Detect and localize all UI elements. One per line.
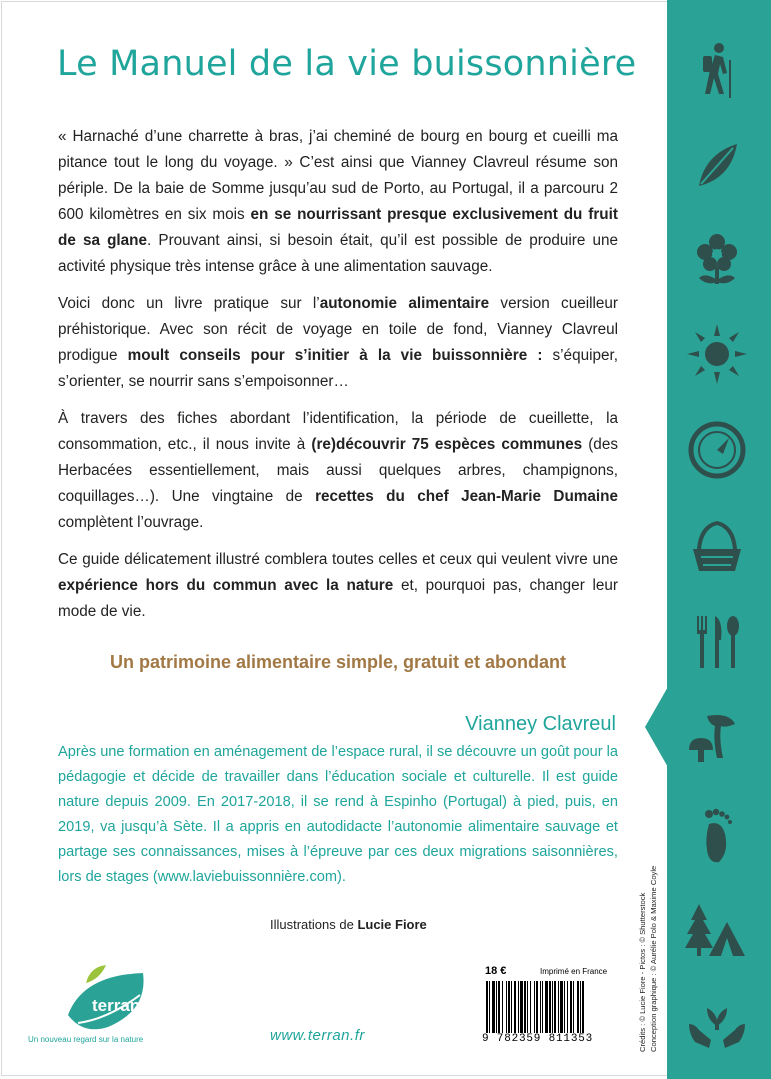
cutlery-icon — [680, 610, 754, 674]
barcode-bar — [508, 981, 510, 1033]
author-name: Vianney Clavreul — [465, 713, 616, 735]
illustrations-prefix: Illustrations de — [270, 917, 358, 932]
barcode-bar — [506, 981, 507, 1033]
barcode-bar — [580, 981, 581, 1033]
body-text: Voici donc un livre pratique sur l’ — [58, 295, 320, 312]
printed-in: Imprimé en France — [540, 967, 608, 976]
barcode-bar — [540, 981, 541, 1033]
barcode-bars — [485, 981, 617, 1033]
barcode-bar — [492, 981, 495, 1033]
barcode-bar — [542, 981, 543, 1033]
barcode-bar — [489, 981, 490, 1033]
barcode-bar — [518, 981, 519, 1033]
basket-icon — [680, 515, 754, 579]
hands-plant-icon — [680, 990, 754, 1054]
flower-icon — [680, 228, 754, 292]
tent-icon — [680, 898, 754, 962]
fern-leaf-icon — [680, 134, 754, 198]
blurb-paragraph-1 — [58, 124, 618, 280]
barcode-bar — [498, 981, 500, 1033]
credits-line-1: Crédits : © Lucie Fiore - Pictos : © Shutterstock — [638, 892, 647, 1052]
body-text: s’équiper, s’orienter, se nourrir sans s’empoisonner… — [58, 347, 618, 390]
emphasis-text: autonomie alimentaire — [319, 295, 490, 312]
compass-icon — [680, 418, 754, 482]
barcode-bar — [577, 981, 579, 1033]
isbn-number: 9 782359 811353 — [482, 1033, 594, 1045]
illustrator-name: Lucie Fiore — [357, 917, 427, 932]
barcode-bar — [567, 981, 568, 1033]
barcode-bar — [536, 981, 538, 1033]
barcode-bar — [545, 981, 548, 1033]
body-text: version cueilleur préhistorique. Avec son récit de voyage en toile de fond, Vianney Clavreul prodigue — [58, 295, 619, 364]
emphasis-text: (re)découvrir 75 espèces communes — [311, 436, 583, 453]
illustrations-credit — [270, 917, 510, 932]
barcode-bar — [552, 981, 553, 1033]
publisher-slogan: Un nouveau regard sur la nature — [28, 1035, 144, 1044]
price: 18 € — [485, 965, 507, 977]
credits — [628, 865, 666, 1060]
body-text: Ce guide délicatement illustré comblera toutes celles et ceux qui veulent vivre une — [58, 551, 618, 568]
mushrooms-icon — [680, 706, 754, 770]
barcode-bar — [570, 981, 572, 1033]
barcode-bar — [520, 981, 523, 1033]
barcode-bar — [530, 981, 531, 1033]
body-text: À travers des fiches abordant l’identification, la période de cueillette, la consommation, etc., il nous invite à — [58, 410, 618, 453]
barcode-block — [482, 965, 622, 1050]
barcode-bar — [558, 981, 559, 1033]
credits-line-2: Conception graphique : © Aurélie Polo & Maxime Coyle — [649, 865, 658, 1052]
emphasis-text: recettes du chef Jean-Marie Dumaine — [315, 488, 618, 505]
body-text: complètent l’ouvrage. — [58, 514, 204, 531]
blurb-paragraph-3 — [58, 406, 618, 536]
barcode-bar — [549, 981, 551, 1033]
publisher-website[interactable]: www.terran.fr — [270, 1027, 365, 1044]
body-text: (des Herbacées essentiellement, mais aussi quelques arbres, champignons, coquillages…). Une vingtaine de — [58, 436, 618, 505]
logo-wordmark: terran — [92, 996, 141, 1015]
barcode-bar — [564, 981, 565, 1033]
book-title: Le Manuel de la vie buissonnière — [57, 44, 637, 84]
barcode-bar — [486, 981, 488, 1033]
barcode-bar — [514, 981, 516, 1033]
blurb-paragraph-4 — [58, 547, 618, 625]
blurb — [58, 124, 618, 636]
emphasis-text: en se nourrissant presque exclusivement du fruit de sa glane — [58, 206, 618, 249]
author-bio: Après une formation en aménagement de l’espace rural, il se découvre un goût pour la pédagogie et décide de travailler dans l’éducation sociale et culturelle. Il est guide nature depuis 2009. En 2017-2018, il se rend à Espinho (Portugal) à pied, puis, en 2019, va jusqu’à Sète. Il a appris en autodidacte l’autonomie alimentaire sauvage et partage ses connaissances, mises à l’épreuve par ces deux migrations saisonnières, lors de stages (www.laviebuissonnière.com). — [58, 744, 618, 885]
band-notch — [645, 685, 669, 769]
footprint-icon — [680, 804, 754, 868]
body-text: et, pourquoi pas, changer leur mode de vie. — [58, 577, 618, 620]
barcode-bar — [496, 981, 497, 1033]
barcode-bar — [582, 981, 584, 1033]
sun-icon — [680, 322, 754, 386]
hiker-icon — [680, 38, 754, 102]
barcode-bar — [534, 981, 535, 1033]
body-text: . Prouvant ainsi, si besoin était, qu’il est possible de produire une activité physique très intense grâce à une alimentation sauvage. — [58, 232, 618, 275]
barcode-bar — [554, 981, 556, 1033]
tagline: Un patrimoine alimentaire simple, gratuit et abondant — [109, 652, 567, 672]
body-text: « Harnaché d’une charrette à bras, j’ai cheminé de bourg en bourg et cueilli ma pitance tout le long du voyage. » C’est ainsi que Vianney Clavreul résume son périple. De la baie de Somme jusqu’au sud de Porto, au Portugal, il a parcouru 2 600 kilomètres en six mois — [58, 128, 618, 223]
blurb-paragraph-2 — [58, 291, 618, 395]
barcode-bar — [560, 981, 563, 1033]
barcode-bar — [502, 981, 503, 1033]
barcode-bar — [524, 981, 526, 1033]
emphasis-text: expérience hors du commun avec la nature — [58, 577, 394, 594]
emphasis-text: moult conseils pour s’initier à la vie buissonnière : — [127, 347, 543, 364]
barcode-bar — [511, 981, 512, 1033]
barcode-bar — [573, 981, 574, 1033]
barcode-bar — [527, 981, 528, 1033]
